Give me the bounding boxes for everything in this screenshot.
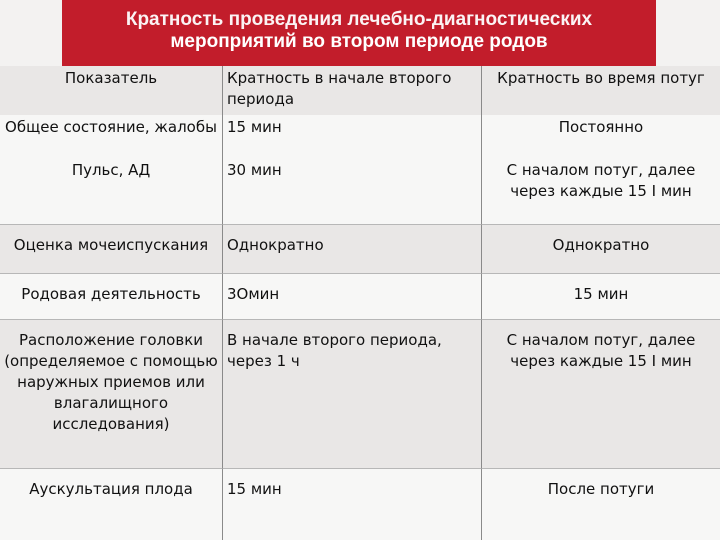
table-cell-during: Однократно: [482, 225, 720, 274]
column-header-indicator: Показатель: [0, 66, 223, 115]
table-cell-during: С началом потуг, далее через каждые 15 I мин: [482, 158, 720, 225]
column-header-start: Кратность в начале второго периода: [223, 66, 482, 115]
table-cell-during: С началом потуг, далее через каждые 15 I мин: [482, 320, 720, 469]
table-cell-start: В начале второго периода, через 1 ч: [223, 320, 482, 469]
table-cell-during: Постоянно: [482, 115, 720, 158]
title-line-1: Кратность проведения лечебно-диагностических: [125, 9, 593, 30]
table-cell-indicator: Расположение головки (определяемое с помощью наружных приемов или влагалищного исследования): [0, 320, 223, 469]
column-header-during: Кратность во время потуг: [482, 66, 720, 115]
table-cell-start: 15 мин: [223, 115, 482, 158]
procedures-table: [0, 66, 720, 540]
table-cell-during: 15 мин: [482, 274, 720, 320]
table-cell-start: 30 мин: [223, 158, 482, 225]
table-cell-indicator: Пульс, АД: [0, 158, 223, 225]
table-cell-indicator: Аускультация плода: [0, 469, 223, 540]
table-cell-indicator: Родовая деятельность: [0, 274, 223, 320]
table-cell-during: После потуги: [482, 469, 720, 540]
table-cell-start: 15 мин: [223, 469, 482, 540]
table-cell-start: Однократно: [223, 225, 482, 274]
table-cell-indicator: Общее состояние, жалобы: [0, 115, 223, 158]
table-cell-start: 3Омин: [223, 274, 482, 320]
title-line-2: мероприятий во втором периоде родов: [170, 31, 548, 52]
title-banner: [62, 0, 656, 66]
table-cell-indicator: Оценка мочеиспускания: [0, 225, 223, 274]
